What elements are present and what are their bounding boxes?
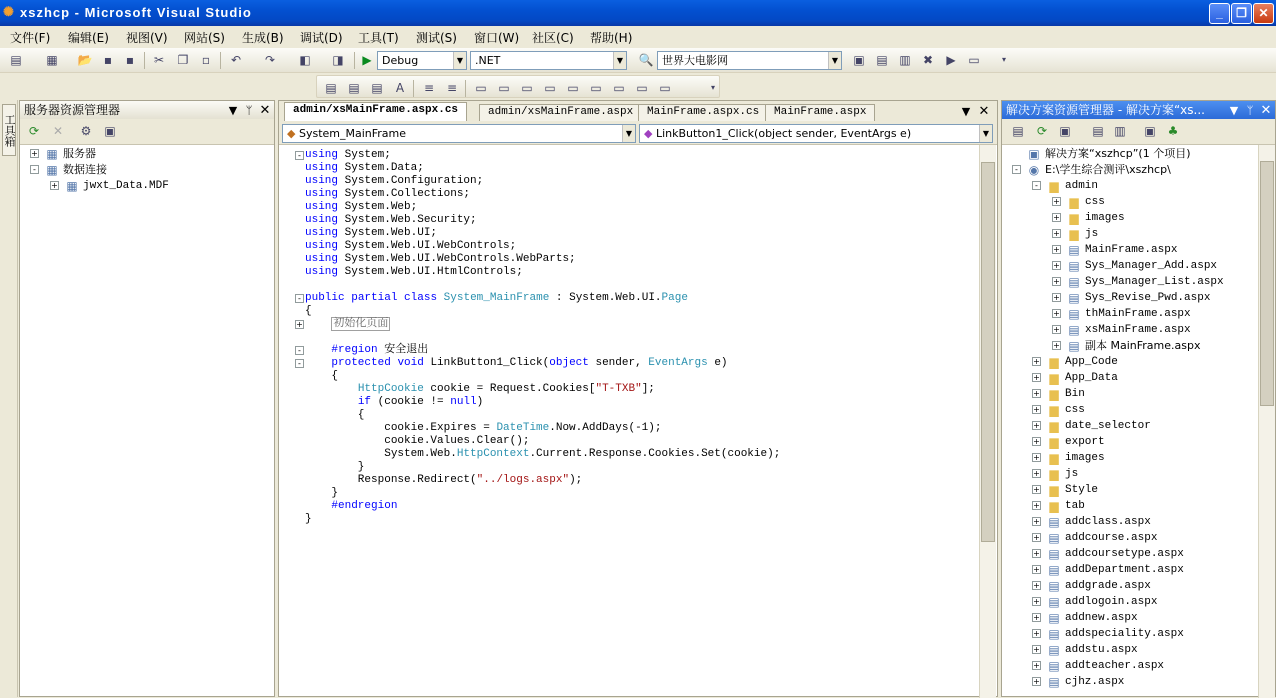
display-object-member-list-icon[interactable]: ▤ [325,81,337,95]
expand-icon[interactable]: + [1033,405,1040,414]
undo-icon[interactable]: ↶ [230,53,242,67]
properties-icon[interactable]: ▤ [1012,124,1024,138]
find-in-files-icon[interactable]: 🔍 [638,53,654,67]
server-explorer-panel [19,100,275,697]
file-icon: ▤ [1048,563,1060,577]
server-explorer-toolbar [20,119,274,145]
solution_explorer-node[interactable]: addnew.aspx [1065,612,1138,624]
solution_explorer-node[interactable]: 副本 MainFrame.aspx [1085,339,1201,352]
refresh-icon[interactable]: ⟳ [1036,124,1048,138]
expand-icon[interactable]: + [1053,325,1060,334]
solution_explorer-node[interactable]: images [1065,452,1105,464]
solution-icon: ▣ [1028,147,1040,161]
solution_explorer-node[interactable]: addcourse.aspx [1065,532,1158,544]
file-icon: ▤ [1068,291,1080,305]
db-icon: ▦ [46,163,58,177]
expand-icon[interactable]: + [1033,453,1040,462]
code-line: { [305,370,339,382]
expand-icon[interactable]: + [1033,629,1040,638]
code-line: cookie.Values.Clear(); [305,435,530,447]
toolbox-strip [0,100,18,697]
stop-icon[interactable]: ✕ [52,124,64,138]
solution_explorer-node[interactable]: Style [1065,484,1099,496]
expand-icon[interactable]: + [296,320,303,329]
server-explorer-header [20,101,274,119]
new-project-icon[interactable]: ▤ [10,53,22,67]
folder-icon: ▆ [1049,435,1059,449]
solution_explorer-node[interactable]: Sys_Revise_Pwd.aspx [1085,292,1211,304]
uncomment-icon[interactable]: ▭ [498,81,510,95]
expand-icon[interactable]: + [1033,597,1040,606]
code-line: using System.Web.UI.WebControls.WebParts; [305,253,576,265]
cut-icon[interactable]: ✂ [153,53,165,67]
folder-icon: ▆ [1069,211,1079,225]
previous-bookmark-icon[interactable]: ▭ [544,81,556,95]
next-bookmark-icon[interactable]: ▭ [567,81,579,95]
expand-icon[interactable]: + [1033,645,1040,654]
code-line: using System.Web.UI; [305,227,438,239]
navigate-back-icon[interactable]: ◧ [299,53,311,67]
folder-icon: ▆ [1049,499,1059,513]
solution_explorer-node[interactable]: export [1065,436,1105,448]
method-icon: ◆ [644,127,653,140]
minimize-button[interactable]: _ [1209,3,1230,24]
code-line: HttpCookie cookie = Request.Cookies["T-TXB"]; [357,383,655,395]
tab-document-0[interactable]: admin/xsMainFrame.aspx.cs [284,102,467,121]
view-code-icon[interactable]: ▤ [1092,124,1104,138]
solution-vertical-scrollbar[interactable] [1258,145,1275,698]
decrease-indent-icon[interactable]: ≡ [423,81,435,95]
solution_explorer-node[interactable]: MainFrame.aspx [1085,244,1178,256]
code-line: #region 安全退出 [331,344,429,356]
close-icon[interactable]: ✕ [259,103,271,118]
code-line: using System.Web.Security; [305,214,477,226]
server_explorer-node[interactable]: 服务器 [63,147,96,160]
start-page-icon[interactable]: ▶ [946,53,956,67]
expand-icon[interactable]: + [1033,421,1040,430]
code-line: { [305,409,365,421]
server-explorer-tree [20,145,274,696]
solution_explorer-node[interactable]: tab [1065,500,1085,512]
close-button[interactable]: ✕ [1253,3,1274,24]
find-combo[interactable] [657,51,842,70]
chevron-down-icon: ▼ [453,52,466,69]
folder-icon: ▆ [1049,483,1059,497]
code-line: using System.Data; [305,162,424,174]
solution_explorer-node[interactable]: addDepartment.aspx [1065,564,1184,576]
file-icon: ▤ [1068,243,1080,257]
expand-icon[interactable]: + [1033,533,1040,542]
file-icon: ▤ [1048,531,1060,545]
increase-indent-icon[interactable]: ≡ [446,81,458,95]
add-item-icon[interactable]: ▦ [46,53,58,67]
collapse-icon[interactable]: - [1012,165,1021,174]
find-value: 世界大电影网 [662,54,728,67]
menu-item-2[interactable]: 视图(V) [126,31,168,45]
code-line: } [305,513,312,525]
toolbox-tab-label: 工具箱 [3,113,16,147]
solution_explorer-node[interactable]: admin [1065,180,1099,192]
file-icon: ▤ [1068,323,1080,337]
expand-icon[interactable]: + [1053,341,1060,350]
solution_explorer-node[interactable]: xsMainFrame.aspx [1085,324,1191,336]
folder-icon: ▆ [1049,419,1059,433]
object-browser-icon[interactable]: ▥ [899,53,911,67]
toggle-bookmark-icon[interactable]: ▭ [521,81,533,95]
solution_explorer-node[interactable]: css [1065,404,1085,416]
solution-explorer-icon[interactable]: ▣ [853,53,865,67]
chevron-down-icon: ▼ [613,52,626,69]
expand-icon[interactable]: + [1033,661,1040,670]
code-line: Response.Redirect("../logs.aspx"); [305,474,583,486]
start-debugging-icon[interactable]: ▶ [362,53,372,67]
menu-item-0[interactable]: 文件(F) [10,31,51,45]
expand-icon[interactable]: + [1033,581,1040,590]
expand-icon[interactable]: + [1053,293,1060,302]
server-explorer-title: 服务器资源管理器 [24,103,121,117]
refresh-icon[interactable]: ⟳ [28,124,40,138]
document-tabs [279,101,997,121]
code-line: using System; [305,149,391,161]
tab-list-icon[interactable]: ▼ [961,105,971,118]
navigation-bar [279,121,997,145]
solution_explorer-node[interactable]: addgrade.aspx [1065,580,1151,592]
server_explorer-node[interactable]: jwxt_Data.MDF [83,180,169,192]
expand-icon[interactable]: + [1033,501,1040,510]
window-title: xszhcp - Microsoft Visual Studio [20,5,252,20]
expand-icon[interactable]: + [1033,469,1040,478]
copy-icon[interactable]: ❐ [177,53,189,67]
file-icon: ▤ [1048,515,1060,529]
folder-icon: ▆ [1049,355,1059,369]
expand-icon[interactable]: + [1053,197,1060,206]
menu-bar [0,26,1276,47]
collapse-icon[interactable]: - [30,165,39,174]
folder-icon: ▆ [1069,227,1079,241]
collapse-icon[interactable]: - [295,359,304,368]
member-combo[interactable] [639,124,993,143]
view-designer-icon[interactable]: ▥ [1114,124,1126,138]
code-line: if (cookie != null) [357,396,484,408]
editor-vertical-scrollbar[interactable] [979,145,996,698]
db-icon: ▦ [66,179,78,193]
expand-icon[interactable]: + [1053,245,1060,254]
configuration-combo[interactable] [377,51,467,70]
folder-icon: ▆ [1049,179,1059,193]
display-word-completion-icon[interactable]: A [395,81,405,95]
menu-item-4[interactable]: 生成(B) [242,31,284,45]
restore-button[interactable]: ❐ [1231,3,1252,24]
chevron-down-icon: ▼ [828,52,841,69]
auto-hide-pin-icon[interactable]: ᛘ [245,104,253,117]
db-icon: ▦ [46,147,58,161]
solution_explorer-node[interactable]: addteacher.aspx [1065,660,1165,672]
code-line: } [305,461,365,473]
redo-icon[interactable]: ↷ [264,53,276,67]
folder-icon: ▆ [1049,467,1059,481]
panel-menu-icon[interactable]: ▼ [1229,104,1239,117]
expand-icon[interactable]: + [1033,389,1040,398]
solution_explorer-node[interactable]: css [1085,196,1105,208]
code-line: cookie.Expires = DateTime.Now.AddDays(-1); [305,422,662,434]
code-line: using System.Web.UI.WebControls; [305,240,517,252]
scroll-thumb[interactable] [1260,161,1274,406]
display-quick-info-icon[interactable]: ▤ [371,81,383,95]
expand-icon[interactable]: + [1033,485,1040,494]
solution_explorer-node[interactable]: addcoursetype.aspx [1065,548,1184,560]
toolbox-tab[interactable] [2,104,16,156]
solution-explorer-tree [1002,145,1258,696]
chevron-down-icon: ▼ [979,125,992,142]
tab-document-2[interactable]: MainFrame.aspx.cs [638,104,768,121]
copy-web-site-icon[interactable]: ▣ [1144,124,1156,138]
title-bar [0,0,1276,26]
class-combo-value: System_MainFrame [298,127,407,140]
tab-document-3[interactable]: MainFrame.aspx [765,104,875,121]
file-icon: ▤ [1048,627,1060,641]
expand-icon[interactable]: + [1053,309,1060,318]
panel-menu-icon[interactable]: ▼ [228,104,238,117]
expand-icon[interactable]: + [1033,549,1040,558]
navigate-forward-icon[interactable]: ◨ [332,53,344,67]
menu-item-9[interactable]: 社区(C) [532,31,574,45]
expand-icon[interactable]: + [1033,613,1040,622]
properties-icon[interactable]: ▤ [876,53,888,67]
solution_explorer-node[interactable]: 解决方案“xszhcp”(1 个项目) [1045,147,1191,160]
command-window-icon[interactable]: ▭ [968,53,980,67]
expand-icon[interactable]: + [51,181,58,190]
collapse-icon[interactable]: - [295,346,304,355]
file-icon: ▤ [1048,547,1060,561]
asp-net-configuration-icon[interactable]: ♣ [1167,124,1179,138]
menu-item-1[interactable]: 编辑(E) [68,31,109,45]
platform-value: .NET [475,54,501,67]
code-line: using System.Web; [305,201,418,213]
solution_explorer-node[interactable]: date_selector [1065,420,1151,432]
solution_explorer-node[interactable]: js [1085,228,1099,240]
server_explorer-node[interactable]: 数据连接 [63,163,107,176]
code-text[interactable] [279,145,979,696]
menu-item-6[interactable]: 工具(T) [358,31,399,45]
next-bookmark-folder-icon[interactable]: ▭ [613,81,625,95]
folder-icon: ▆ [1049,371,1059,385]
code-line: using System.Configuration; [305,175,484,187]
solution-explorer-header [1002,101,1275,119]
collapsed-region[interactable]: 初始化页面 [333,318,389,330]
solution_explorer-node[interactable]: Sys_Manager_List.aspx [1085,276,1224,288]
solution_explorer-node[interactable]: App_Code [1065,356,1118,368]
solution_explorer-node[interactable]: thMainFrame.aspx [1085,308,1191,320]
code-line: { [305,305,312,317]
expand-icon[interactable]: + [1033,565,1040,574]
connect-to-server-icon[interactable]: ▣ [104,124,116,138]
file-icon: ▤ [1048,579,1060,593]
expand-icon[interactable]: + [1053,277,1060,286]
folder-icon: ▆ [1049,451,1059,465]
solution_explorer-node[interactable]: addstu.aspx [1065,644,1138,656]
toolbar-options-icon[interactable]: ▭ [659,81,671,95]
tab-document-1[interactable]: admin/xsMainFrame.aspx [479,104,642,121]
chevron-down-icon: ▼ [622,125,635,142]
menu-item-3[interactable]: 网站(S) [184,31,225,45]
solution_explorer-node[interactable]: images [1085,212,1125,224]
solution_explorer-node[interactable]: E:\学生综合测评\xszhcp\ [1045,163,1171,176]
folder-icon: ▆ [1049,387,1059,401]
solution-explorer-toolbar [1002,119,1275,145]
configuration-value: Debug [382,54,419,67]
file-icon: ▤ [1048,643,1060,657]
code-line: using System.Collections; [305,188,471,200]
toolbar-overflow-icon[interactable]: ▾ [710,83,715,92]
expand-icon[interactable]: + [1033,357,1040,366]
folder-icon: ▆ [1069,195,1079,209]
member-combo-value: LinkButton1_Click(object sender, EventArgs e) [655,127,912,140]
expand-icon[interactable]: + [1053,213,1060,222]
comment-icon[interactable]: ▭ [475,81,487,95]
platform-combo[interactable] [470,51,627,70]
text-editor-toolbar [0,74,1276,99]
expand-icon[interactable]: + [1033,437,1040,446]
solution_explorer-node[interactable]: addlogoin.aspx [1065,596,1158,608]
nest-related-files-icon[interactable]: ▣ [1059,124,1071,138]
previous-bookmark-folder-icon[interactable]: ▭ [590,81,602,95]
expand-icon[interactable]: + [31,149,38,158]
paste-icon[interactable]: ▫ [201,53,211,67]
file-icon: ▤ [1048,611,1060,625]
save-icon[interactable]: ▪ [103,53,113,67]
solution_explorer-node[interactable]: Bin [1065,388,1085,400]
solution_explorer-node[interactable]: js [1065,468,1079,480]
file-icon: ▤ [1068,307,1080,321]
web-icon: ◉ [1028,163,1040,177]
display-parameter-info-icon[interactable]: ▤ [348,81,360,95]
collapse-icon[interactable]: - [1032,181,1041,190]
solution_explorer-node[interactable]: addspeciality.aspx [1065,628,1184,640]
auto-hide-pin-icon[interactable]: ᛘ [1246,104,1254,117]
clear-bookmarks-icon[interactable]: ▭ [636,81,648,95]
solution-explorer-title: 解决方案资源管理器 - 解决方案“xs... [1006,103,1205,117]
file-icon: ▤ [1048,595,1060,609]
solution_explorer-node[interactable]: Sys_Manager_Add.aspx [1085,260,1218,272]
save-all-icon[interactable]: ▪ [125,53,135,67]
file-icon: ▤ [1048,675,1060,689]
expand-icon[interactable]: + [1053,261,1060,270]
solution-explorer-panel [1001,100,1276,697]
visual-studio-icon: ✺ [3,4,14,19]
folder-icon: ▆ [1049,403,1059,417]
code-line [305,318,390,331]
file-icon: ▤ [1068,259,1080,273]
close-icon[interactable]: ✕ [1260,103,1272,118]
code-line: #endregion [331,500,398,512]
solution_explorer-node[interactable]: App_Data [1065,372,1118,384]
code-editor [278,100,998,697]
menu-item-7[interactable]: 测试(S) [416,31,457,45]
menu-item-10[interactable]: 帮助(H) [590,31,633,45]
solution_explorer-node[interactable]: cjhz.aspx [1065,676,1125,688]
scroll-thumb[interactable] [981,162,995,542]
menu-item-8[interactable]: 窗口(W) [474,31,520,45]
close-icon[interactable]: ✕ [978,104,990,119]
collapse-icon[interactable]: - [295,151,304,160]
code-line: using System.Web.UI.HtmlControls; [305,266,523,278]
collapse-icon[interactable]: - [295,294,304,303]
toolbar-options-icon[interactable]: ▾ [1001,55,1006,64]
expand-icon[interactable]: + [1033,677,1040,686]
solution_explorer-node[interactable]: addclass.aspx [1065,516,1151,528]
connect-to-database-icon[interactable]: ⚙ [80,124,92,138]
code-line: protected void LinkButton1_Click(object sender, EventArgs e) [331,357,728,369]
standard-toolbar [0,48,1276,73]
file-icon: ▤ [1068,275,1080,289]
toolbox-icon[interactable]: ✖ [922,53,934,67]
file-icon: ▤ [1068,339,1080,353]
expand-icon[interactable]: + [1033,373,1040,382]
class-combo[interactable] [282,124,636,143]
file-icon: ▤ [1048,659,1060,673]
code-line: public partial class System_MainFrame : System.Web.UI.Page [305,292,688,304]
expand-icon[interactable]: + [1053,229,1060,238]
code-line: } [305,487,339,499]
open-file-icon[interactable]: 📂 [77,53,93,67]
class-icon: ◆ [287,127,296,140]
code-line: System.Web.HttpContext.Current.Response.Cookies.Set(cookie); [305,448,781,460]
menu-item-5[interactable]: 调试(D) [300,31,343,45]
expand-icon[interactable]: + [1033,517,1040,526]
